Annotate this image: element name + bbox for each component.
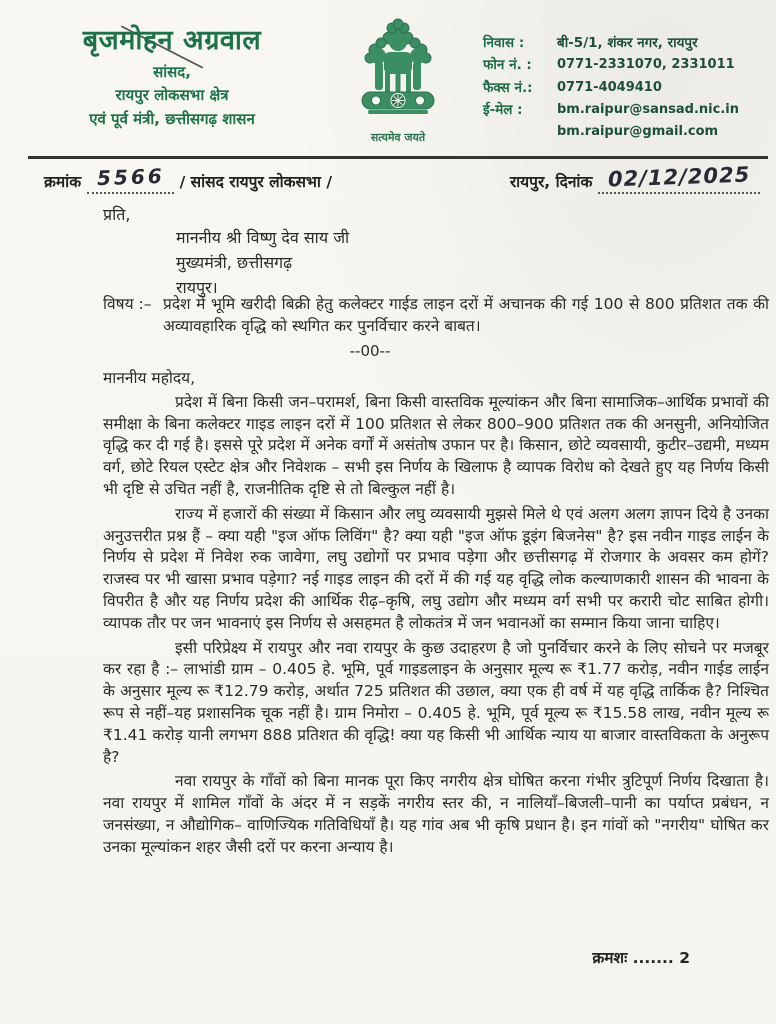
recipient-name: माननीय श्री विष्णु देव साय जी [176, 228, 350, 247]
sender-name: बृजमोहन अग्रवाल [82, 25, 262, 56]
letterhead-divider [28, 156, 768, 159]
kramank-suffix: / सांसद रायपुर लोकसभा / [179, 173, 332, 191]
sender-title-line: रायपुर लोकसभा क्षेत्र [115, 86, 229, 105]
emblem-block [336, 10, 460, 145]
emblem-caption: सत्यमेव जयते [370, 131, 426, 144]
phone-value: 0771-2331070, 2331011 [557, 57, 735, 73]
subject-text: प्रदेश में भूमि खरीदी बिक्री हेतु कलेक्टर गाईड लाइन दरों में अचानक की गई 100 से 800 प्रतिशत तक की अव्यावहारिक वृद्धि को स्थगित कर पुनर्विचार करने बाबत। [163, 295, 769, 335]
place-date-group [509, 162, 760, 194]
body-paragraph-2: राज्य में हजारों की संख्या में किसान और लघु व्यवसायी मुझसे मिले थे एवं अलग अलग ज्ञापन दिये है उनका अनुउत्तरीत प्रश्न हैं – क्या यही "इज ऑफ लिविंग" है? क्या यही "इज ऑफ डूइंग बिजनेस" है? इस नवीन गाइड लाईन के निर्णय से प्रदेश में निवेश रुक जावेगा, लघु उद्योगों पर प्रभाव पड़ेगा और छत्तीसगढ़ में रोजगार के अवसर कम होगें? राजस्व पर भी खासा प्रभाव पड़ेगा? नई गाइड लाइन की दरों में की गई यह वृद्धि लोक कल्याणकारी शासन की भावना के विपरीत है और यह निर्णय प्रदेश की आर्थिक रीढ़–कृषि, लघु उद्योग और मध्यम वर्ग सभी पर करारी चोट साबित होगी। व्यापक तौर पर जन भावनाएं इस निर्णय से असहमत है लोकतंत्र में जन भवानओं का सम्मान किया जाना चाहिए। [103, 504, 769, 632]
sender-titles [38, 61, 306, 131]
date-dotted-line [598, 162, 760, 194]
body-paragraph-3: इसी परिप्रेक्ष्य में रायपुर और नवा रायपुर के कुछ उदाहरण है जो पुनर्विचार करने के लिए सोचने पर मजबूर कर रहा है :– लाभांडी ग्राम – 0.405 हे. भूमि, पूर्व गाइडलाइन के अनुसार मूल्य रू ₹1.77 करोड़, नवीन गाईड लाईन के अनुसार मूल्य रू ₹12.79 करोड़, अर्थात 725 प्रतिशत की उछाल, क्या एक ही वर्ष में यह वृद्धि तार्किक है? निश्चित रूप से नहीं–यह प्रशासनिक चूक नहीं है। ग्राम निमोरा – 0.405 हे. भूमि, पूर्व मूल्य रू ₹15.58 लाख, नवीन मूल्य रू ₹1.41 करोड़ यानी लगभग 888 प्रतिशत की वृद्धि! क्या यह किसी भी आर्थिक न्याय या बाजार वास्तविकता के अनुरूप है? [103, 638, 769, 766]
subject-label: विषय :– [103, 295, 152, 313]
kramank-number-handwritten: 5566 [96, 163, 165, 191]
letterhead-contact-block [483, 32, 771, 143]
fax-label: फैक्स नं.: [483, 79, 533, 96]
email-label: ई-मेल : [483, 101, 523, 118]
sender-title-line: एवं पूर्व मंत्री, छत्तीसगढ़ शासन [89, 109, 255, 128]
body-paragraph-1: प्रदेश में बिना किसी जन–परामर्श, बिना किसी वास्तविक मूल्यांकन और बिना सामाजिक–आर्थिक प्रभावों की समीक्षा के बिना कलेक्टर गाइड लाइन दरों में 100 प्रतिशत से लेकर 800–900 प्रतिशत तक की अनसुनी, अनियोजित वृद्धि कर दी गई है। इससे पूरे प्रदेश में अनेक वर्गों में असंतोष उफान पर है। किसान, छोटे व्यवसायी, कुटीर–उद्यमी, मध्यम वर्ग, छोटे रियल एस्टेट क्षेत्र और निवेशक – सभी इस निर्णय के खिलाफ है व्यापक विरोध को देखते हुए यह निर्णय किसी भी दृष्टि से उचित नहीं है, राजनीतिक दृष्टि से तो बिल्कुल नहीं है। [103, 392, 769, 498]
letter-body [103, 368, 769, 862]
contact-email [483, 99, 771, 121]
email-value-1: bm.raipur@sansad.nic.in [557, 101, 739, 117]
fax-value: 0771-4049410 [557, 79, 662, 95]
ashoka-emblem-icon [348, 10, 448, 128]
residence-value: बी-5/1, शंकर नगर, रायपुर [557, 35, 698, 51]
reference-number-group [44, 163, 332, 194]
contact-fax [483, 77, 771, 99]
reference-row [44, 162, 760, 194]
sender-title-line: सांसद, [153, 63, 191, 81]
subject-separator: --00-- [349, 342, 391, 360]
recipient-salutation: प्रति, [103, 205, 131, 224]
date-handwritten: 02/12/2025 [607, 162, 751, 192]
email-value-2: bm.raipur@gmail.com [557, 124, 719, 140]
recipient-block [176, 226, 349, 300]
recipient-designation: मुख्यमंत्री, छत्तीसगढ़ [176, 252, 293, 272]
contact-phone [483, 54, 771, 76]
kramank-label: क्रमांक [44, 173, 82, 191]
continuation-marker: क्रमशः ....... 2 [592, 949, 690, 967]
place-date-label: रायपुर, दिनांक [509, 173, 593, 191]
letterhead-sender-block [38, 20, 306, 131]
recipient-city: रायपुर। [176, 277, 218, 297]
kramank-dotted-line [87, 163, 175, 194]
phone-label: फोन नं. : [483, 57, 532, 74]
residence-label: निवास : [483, 35, 525, 51]
body-paragraph-4: नवा रायपुर के गाँवों को बिना मानक पूरा किए नगरीय क्षेत्र घोषित करना गंभीर त्रुटिपूर्ण निर्णय दिखाता है। नवा रायपुर में शामिल गाँवों के अंदर में न सड़कें नगरीय स्तर की, न नालियाँ–बिजली–पानी का पर्याप्त प्रबंधन, न जनसंख्या, न औद्योगिक– वाणिज्यिक गतिविधियाँ है। यह गांव अब भी कृषि प्रधान है। इन गांवों को "नगरीय" घोषित कर उनका मूल्यांकन शहर जैसी दरों पर करना अन्याय है। [103, 772, 769, 856]
contact-residence [483, 32, 771, 54]
subject-row [103, 293, 769, 337]
greeting: माननीय महोदय, [103, 369, 196, 387]
